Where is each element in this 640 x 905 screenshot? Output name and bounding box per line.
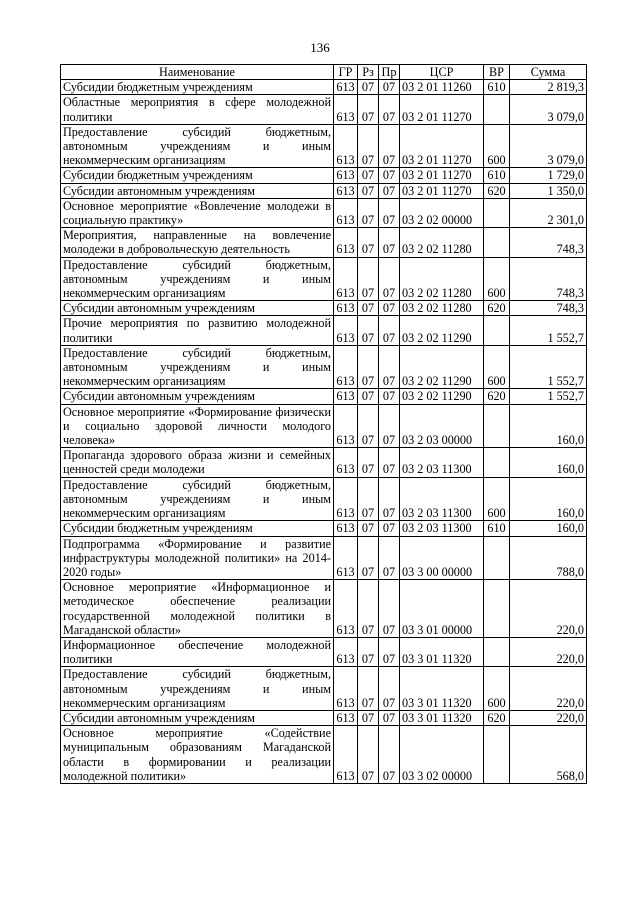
cell-pr: 07 xyxy=(379,198,400,227)
header-name: Наименование xyxy=(61,65,334,80)
cell-gr: 613 xyxy=(334,448,358,477)
cell-sum: 160,0 xyxy=(510,477,587,521)
cell-pr: 07 xyxy=(379,404,400,448)
cell-csr: 03 2 03 11300 xyxy=(400,521,484,536)
cell-gr: 613 xyxy=(334,536,358,580)
cell-name: Основное мероприятие «Формирование физически и социально здоровой личности молодого человека» xyxy=(61,404,334,448)
cell-rz: 07 xyxy=(358,301,379,316)
cell-gr: 613 xyxy=(334,637,358,666)
cell-gr: 613 xyxy=(334,168,358,183)
header-pr: Пр xyxy=(379,65,400,80)
cell-sum: 160,0 xyxy=(510,448,587,477)
cell-csr: 03 2 01 11270 xyxy=(400,124,484,168)
cell-name: Предоставление субсидий бюджетным, автономным учреждениям и иным некоммерческим организациям xyxy=(61,257,334,301)
cell-vr xyxy=(484,198,510,227)
table-row xyxy=(61,228,587,257)
cell-vr xyxy=(484,228,510,257)
cell-rz: 07 xyxy=(358,198,379,227)
cell-vr xyxy=(484,316,510,345)
cell-sum: 1 552,7 xyxy=(510,345,587,389)
cell-csr: 03 3 01 00000 xyxy=(400,580,484,638)
cell-name: Основное мероприятие «Вовлечение молодежи в социальную практику» xyxy=(61,198,334,227)
cell-pr: 07 xyxy=(379,168,400,183)
cell-vr xyxy=(484,726,510,784)
cell-vr: 620 xyxy=(484,183,510,198)
cell-name: Основное мероприятие «Информационное и методическое обеспечение реализации государственной молодежной политики в Магаданской области» xyxy=(61,580,334,638)
cell-gr: 613 xyxy=(334,228,358,257)
cell-sum: 1 350,0 xyxy=(510,183,587,198)
cell-pr: 07 xyxy=(379,301,400,316)
cell-name: Субсидии бюджетным учреждениям xyxy=(61,168,334,183)
page-number: 136 xyxy=(310,40,330,55)
header-rz: Рз xyxy=(358,65,379,80)
cell-vr xyxy=(484,448,510,477)
cell-vr: 620 xyxy=(484,389,510,404)
cell-csr: 03 2 02 11290 xyxy=(400,345,484,389)
cell-gr: 613 xyxy=(334,667,358,711)
cell-name: Субсидии бюджетным учреждениям xyxy=(61,80,334,95)
cell-name: Предоставление субсидий бюджетным, автономным учреждениям и иным некоммерческим организациям xyxy=(61,345,334,389)
cell-sum: 748,3 xyxy=(510,257,587,301)
table-row xyxy=(61,389,587,404)
cell-sum: 160,0 xyxy=(510,521,587,536)
cell-pr: 07 xyxy=(379,80,400,95)
cell-sum: 1 552,7 xyxy=(510,389,587,404)
cell-pr: 07 xyxy=(379,183,400,198)
cell-sum: 748,3 xyxy=(510,301,587,316)
cell-gr: 613 xyxy=(334,183,358,198)
header-sum: Сумма xyxy=(510,65,587,80)
cell-csr: 03 2 02 11280 xyxy=(400,257,484,301)
table-row xyxy=(61,710,587,725)
cell-pr: 07 xyxy=(379,710,400,725)
cell-csr: 03 2 03 11300 xyxy=(400,477,484,521)
table-row xyxy=(61,168,587,183)
cell-csr: 03 2 01 11270 xyxy=(400,95,484,124)
cell-vr: 620 xyxy=(484,710,510,725)
cell-gr: 613 xyxy=(334,124,358,168)
cell-rz: 07 xyxy=(358,228,379,257)
cell-pr: 07 xyxy=(379,580,400,638)
cell-vr xyxy=(484,536,510,580)
table-row xyxy=(61,521,587,536)
cell-rz: 07 xyxy=(358,448,379,477)
cell-sum: 568,0 xyxy=(510,726,587,784)
cell-csr: 03 2 01 11270 xyxy=(400,183,484,198)
cell-pr: 07 xyxy=(379,667,400,711)
cell-sum: 1 552,7 xyxy=(510,316,587,345)
cell-rz: 07 xyxy=(358,257,379,301)
cell-name: Субсидии автономным учреждениям xyxy=(61,183,334,198)
cell-rz: 07 xyxy=(358,536,379,580)
cell-gr: 613 xyxy=(334,316,358,345)
cell-pr: 07 xyxy=(379,316,400,345)
cell-gr: 613 xyxy=(334,726,358,784)
cell-vr: 600 xyxy=(484,257,510,301)
table-row xyxy=(61,448,587,477)
cell-sum: 220,0 xyxy=(510,667,587,711)
table-row xyxy=(61,580,587,638)
cell-name: Мероприятия, направленные на вовлечение молодежи в добровольческую деятельность xyxy=(61,228,334,257)
cell-name: Предоставление субсидий бюджетным, автономным учреждениям и иным некоммерческим организациям xyxy=(61,667,334,711)
cell-csr: 03 3 01 11320 xyxy=(400,710,484,725)
table-row xyxy=(61,301,587,316)
cell-csr: 03 2 02 11280 xyxy=(400,301,484,316)
cell-gr: 613 xyxy=(334,301,358,316)
cell-pr: 07 xyxy=(379,637,400,666)
cell-csr: 03 3 01 11320 xyxy=(400,667,484,711)
header-csr: ЦСР xyxy=(400,65,484,80)
cell-rz: 07 xyxy=(358,183,379,198)
cell-rz: 07 xyxy=(358,124,379,168)
cell-pr: 07 xyxy=(379,228,400,257)
cell-pr: 07 xyxy=(379,477,400,521)
cell-name: Пропаганда здорового образа жизни и семейных ценностей среди молодежи xyxy=(61,448,334,477)
cell-pr: 07 xyxy=(379,448,400,477)
cell-vr: 610 xyxy=(484,168,510,183)
cell-sum: 748,3 xyxy=(510,228,587,257)
cell-csr: 03 2 02 11280 xyxy=(400,228,484,257)
cell-rz: 07 xyxy=(358,477,379,521)
table-row xyxy=(61,257,587,301)
table-row xyxy=(61,316,587,345)
table-row xyxy=(61,95,587,124)
cell-name: Предоставление субсидий бюджетным, автономным учреждениям и иным некоммерческим организациям xyxy=(61,477,334,521)
cell-rz: 07 xyxy=(358,316,379,345)
table-row xyxy=(61,637,587,666)
cell-name: Субсидии автономным учреждениям xyxy=(61,710,334,725)
table-row xyxy=(61,80,587,95)
cell-name: Предоставление субсидий бюджетным, автономным учреждениям и иным некоммерческим организациям xyxy=(61,124,334,168)
cell-vr: 620 xyxy=(484,301,510,316)
cell-vr xyxy=(484,404,510,448)
cell-sum: 2 301,0 xyxy=(510,198,587,227)
cell-vr: 600 xyxy=(484,667,510,711)
cell-rz: 07 xyxy=(358,404,379,448)
cell-vr xyxy=(484,95,510,124)
cell-sum: 220,0 xyxy=(510,637,587,666)
budget-table xyxy=(60,64,587,784)
table-row xyxy=(61,198,587,227)
cell-csr: 03 2 02 11290 xyxy=(400,389,484,404)
cell-gr: 613 xyxy=(334,198,358,227)
cell-name: Субсидии автономным учреждениям xyxy=(61,301,334,316)
cell-csr: 03 3 02 00000 xyxy=(400,726,484,784)
cell-csr: 03 3 01 11320 xyxy=(400,637,484,666)
header-vr: ВР xyxy=(484,65,510,80)
cell-sum: 220,0 xyxy=(510,710,587,725)
cell-sum: 1 729,0 xyxy=(510,168,587,183)
cell-sum: 160,0 xyxy=(510,404,587,448)
cell-vr: 610 xyxy=(484,80,510,95)
cell-csr: 03 2 02 11290 xyxy=(400,316,484,345)
cell-vr: 600 xyxy=(484,477,510,521)
cell-gr: 613 xyxy=(334,521,358,536)
cell-rz: 07 xyxy=(358,80,379,95)
cell-pr: 07 xyxy=(379,345,400,389)
cell-name: Подпрограмма «Формирование и развитие инфраструктуры молодежной политики» на 2014-2020 годы» xyxy=(61,536,334,580)
cell-sum: 788,0 xyxy=(510,536,587,580)
table-header-row xyxy=(61,65,587,80)
cell-gr: 613 xyxy=(334,404,358,448)
cell-rz: 07 xyxy=(358,710,379,725)
table-row xyxy=(61,536,587,580)
cell-pr: 07 xyxy=(379,95,400,124)
cell-gr: 613 xyxy=(334,80,358,95)
table-row xyxy=(61,124,587,168)
cell-rz: 07 xyxy=(358,389,379,404)
cell-name: Прочие мероприятия по развитию молодежной политики xyxy=(61,316,334,345)
cell-gr: 613 xyxy=(334,345,358,389)
cell-gr: 613 xyxy=(334,389,358,404)
cell-sum: 3 079,0 xyxy=(510,124,587,168)
cell-sum: 2 819,3 xyxy=(510,80,587,95)
cell-gr: 613 xyxy=(334,477,358,521)
cell-csr: 03 2 03 11300 xyxy=(400,448,484,477)
cell-csr: 03 3 00 00000 xyxy=(400,536,484,580)
cell-vr: 600 xyxy=(484,124,510,168)
cell-rz: 07 xyxy=(358,95,379,124)
cell-csr: 03 2 03 00000 xyxy=(400,404,484,448)
table-row xyxy=(61,183,587,198)
cell-rz: 07 xyxy=(358,726,379,784)
cell-csr: 03 2 01 11270 xyxy=(400,168,484,183)
cell-name: Субсидии бюджетным учреждениям xyxy=(61,521,334,536)
table-row xyxy=(61,667,587,711)
cell-rz: 07 xyxy=(358,345,379,389)
cell-pr: 07 xyxy=(379,124,400,168)
cell-pr: 07 xyxy=(379,389,400,404)
cell-sum: 3 079,0 xyxy=(510,95,587,124)
cell-pr: 07 xyxy=(379,257,400,301)
table-row xyxy=(61,726,587,784)
table-row xyxy=(61,477,587,521)
cell-rz: 07 xyxy=(358,580,379,638)
cell-rz: 07 xyxy=(358,521,379,536)
cell-pr: 07 xyxy=(379,536,400,580)
cell-vr: 610 xyxy=(484,521,510,536)
cell-rz: 07 xyxy=(358,637,379,666)
cell-pr: 07 xyxy=(379,726,400,784)
cell-rz: 07 xyxy=(358,667,379,711)
table-body xyxy=(61,80,587,784)
cell-csr: 03 2 01 11260 xyxy=(400,80,484,95)
cell-name: Субсидии автономным учреждениям xyxy=(61,389,334,404)
cell-vr: 600 xyxy=(484,345,510,389)
cell-gr: 613 xyxy=(334,710,358,725)
cell-sum: 220,0 xyxy=(510,580,587,638)
cell-csr: 03 2 02 00000 xyxy=(400,198,484,227)
cell-gr: 613 xyxy=(334,580,358,638)
cell-pr: 07 xyxy=(379,521,400,536)
cell-vr xyxy=(484,637,510,666)
table-row xyxy=(61,404,587,448)
cell-name: Основное мероприятие «Содействие муниципальным образованиям Магаданской области в формировании и реализации молодежной политики» xyxy=(61,726,334,784)
cell-gr: 613 xyxy=(334,257,358,301)
table-row xyxy=(61,345,587,389)
cell-rz: 07 xyxy=(358,168,379,183)
cell-gr: 613 xyxy=(334,95,358,124)
cell-name: Областные мероприятия в сфере молодежной политики xyxy=(61,95,334,124)
cell-name: Информационное обеспечение молодежной политики xyxy=(61,637,334,666)
header-gr: ГР xyxy=(334,65,358,80)
cell-vr xyxy=(484,580,510,638)
